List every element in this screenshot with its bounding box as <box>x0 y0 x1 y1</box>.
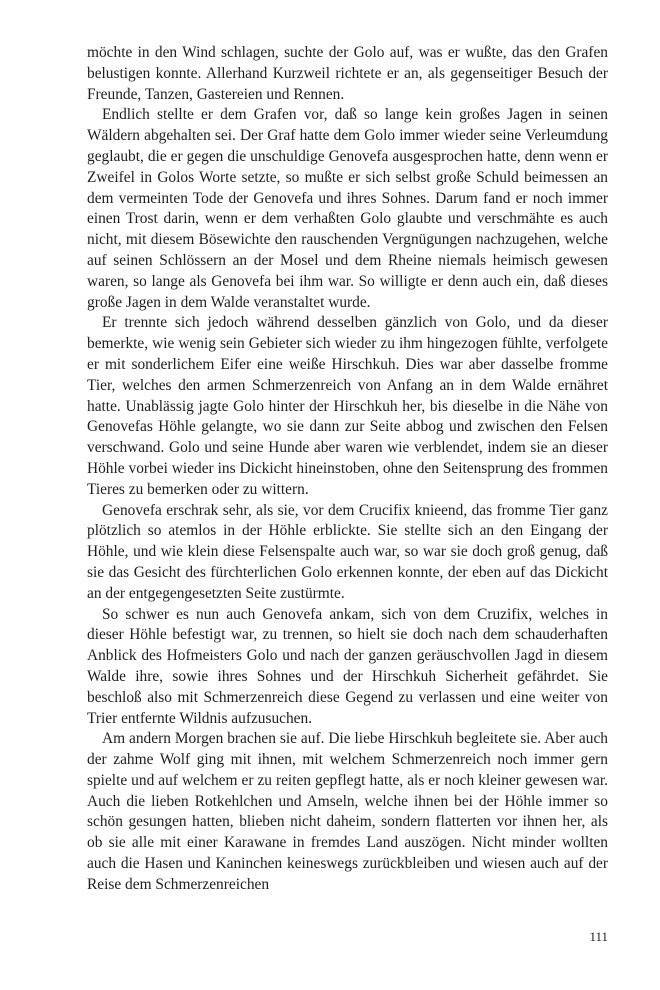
paragraph-2: Endlich stellte er dem Grafen vor, daß so lange kein großes Jagen in seinen Wäldern abgehalten sei. Der Graf hatte dem Golo immer wieder seine Verleumdung geglaubt, die er gegen die unschuldige Genovefa ausgesprochen hatte, denn wenn er Zweifel in Golos Worte setzte, so mußte er sich selbst große Schuld beimessen an dem vermeinten Tode der Genovefa und ihres Sohnes. Darum fand er noch immer einen Trost darin, wenn er dem verhaßten Golo glaubte und verschmähte es auch nicht, mit diesem Bösewichte den rauschenden Vergnügungen nachzugehen, welche auf seinen Schlössern an der Mosel und dem Rheine niemals heimisch gewesen waren, so lange als Genovefa bei ihm war. So willigte er denn auch ein, daß dieses große Jagen in dem Walde veranstaltet wurde. <box>87 106 608 311</box>
paragraph-1: möchte in den Wind schlagen, suchte der Golo auf, was er wußte, das den Grafen belustigen konnte. Allerhand Kurzweil richtete er an, als gegenseitiger Besuch der Freunde, Tanzen, Gastereien und Rennen. <box>87 44 608 103</box>
paragraph-6: Am andern Morgen brachen sie auf. Die liebe Hirschkuh begleitete sie. Aber auch der zahme Wolf ging mit ihnen, mit welchem Schmerzenreich noch immer gern spielte und auf welchem er zu reiten gepflegt hatte, als er noch kleiner gewesen war. Auch die lieben Rotkehlchen und Amseln, welche ihnen bei der Höhle immer so schön gesungen hatten, blieben nicht daheim, sondern flatterten vor ihnen her, als ob sie alle mit einer Karawane in fremdes Land auszögen. Nicht minder wollten auch die Hasen und Kaninchen keineswegs zurückbleiben und wiesen auch auf der Reise dem Schmerzenreichen <box>87 730 608 893</box>
paragraph-4: Genovefa erschrak sehr, als sie, vor dem Crucifix knieend, das fromme Tier ganz plötzlich so atemlos in der Höhle erblickte. Sie stellte sich an den Eingang der Höhle, und wie klein diese Felsenspalte auch war, so war sie doch groß genug, daß sie das Gesicht des fürchterlichen Golo erkennen konnte, der eben auf das Dickicht an der entgegengesetzten Seite zustürmte. <box>87 501 608 602</box>
paragraph-5: So schwer es nun auch Genovefa ankam, sich von dem Cruzifix, welches in dieser Höhle befestigt war, zu trennen, so hielt sie doch nach dem schauderhaften Anblick des Hofmeisters Golo und nach der ganzen geräuschvollen Jagd in diesem Walde ihre, sowie ihres Sohnes und der Hirschkuh Sicherheit gefährdet. Sie beschloß also mit Schmerzenreich diese Gegend zu verlassen und eine weiter von Trier entfernte Wildnis aufzusuchen. <box>87 605 608 727</box>
page-text-block <box>87 43 608 896</box>
paragraph-3: Er trennte sich jedoch während desselben gänzlich von Golo, und da dieser bemerkte, wie wenig sein Gebieter sich wieder zu ihm hingezogen fühlte, verfolgete er mit sonderlichem Eifer eine weiße Hirschkuh. Dies war aber dasselbe fromme Tier, welches den armen Schmerzenreich von Anfang an in dem Walde ernähret hatte. Unablässig jagte Golo hinter der Hirschkuh her, bis dieselbe in die Nähe von Genovefas Höhle gelangte, wo sie dann zur Seite abbog und zwischen den Felsen verschwand. Golo und seine Hunde aber waren wie verblendet, indem sie an dieser Höhle vorbei wieder ins Dickicht hineinstoben, ohne den Seitensprung des frommen Tieres zu bemerken oder zu wittern. <box>87 314 608 498</box>
page-number: 111 <box>589 929 608 944</box>
